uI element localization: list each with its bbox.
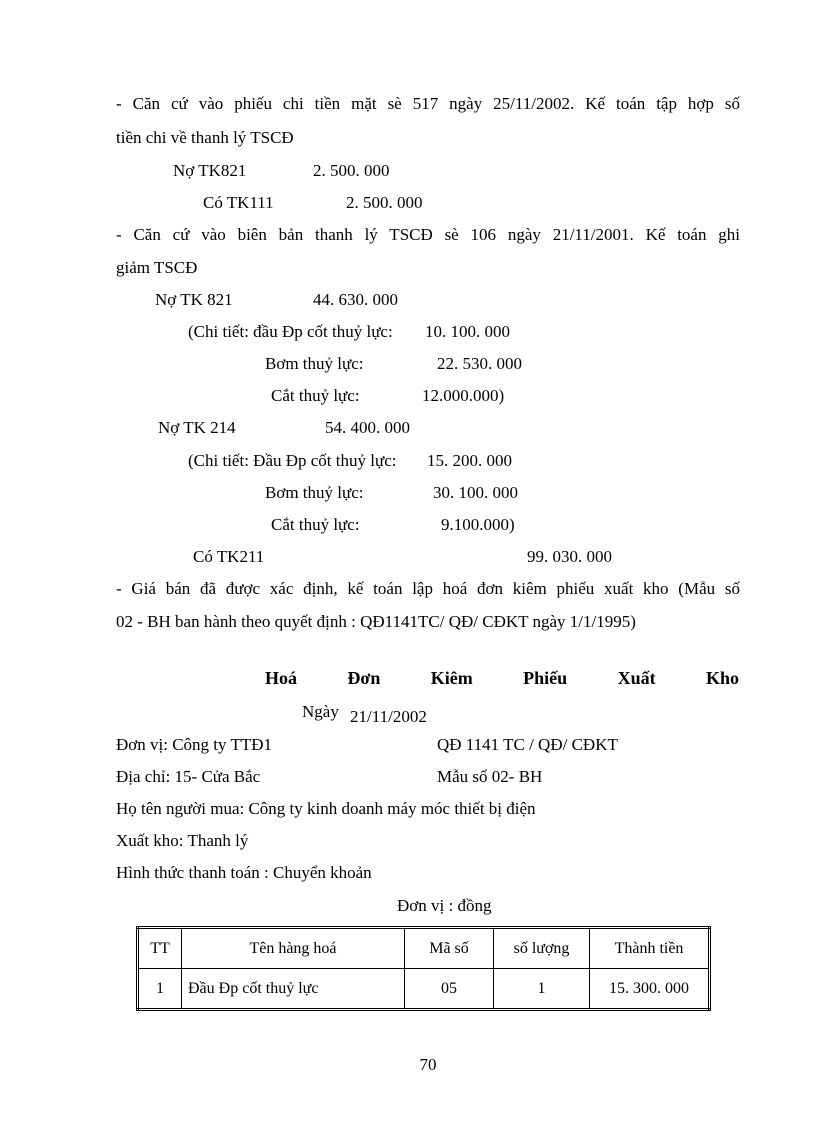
entry1-credit-account: Có TK111: [203, 193, 274, 212]
entry2-debit1-detail-label: Bơm thuỷ lực:: [265, 354, 364, 373]
table-row: [138, 969, 710, 1010]
invoice-currency-unit: Đơn vị : đồng: [397, 896, 492, 915]
page-number: 70: [419, 1055, 437, 1074]
table-cell-tt: 1: [138, 969, 182, 1010]
entry2-debit1-detail-amount: 10. 100. 000: [425, 322, 510, 341]
entry1-debit-account: Nợ TK821: [173, 161, 247, 180]
invoice-title-word: Kiêm: [430, 668, 473, 688]
entry2-debit2-detail-label: Cắt thuỷ lực:: [271, 515, 360, 534]
entry1-credit-amount: 2. 500. 000: [346, 193, 423, 212]
entry2-debit2-detail-amount: 15. 200. 000: [427, 451, 512, 470]
entry2-debit2-detail-amount: 9.100.000): [441, 515, 515, 534]
table-cell-item-name: Đầu Đp cốt thuỷ lực: [182, 969, 405, 1010]
table-header-amount: Thành tiền: [590, 928, 710, 969]
invoice-unit: Đơn vị: Công ty TTĐ1: [116, 735, 273, 754]
invoice-title-word: Kho: [705, 668, 739, 688]
invoice-title-word: Phiếu: [523, 668, 568, 688]
table-cell-amount: 15. 300. 000: [590, 969, 710, 1010]
invoice-decision: QĐ 1141 TC / QĐ/ CĐKT: [437, 735, 618, 754]
entry2-credit-account: Có TK211: [193, 547, 265, 566]
invoice-title-word: Đơn: [347, 668, 381, 688]
paragraph-1-line-1: - Căn cứ vào phiếu chi tiền mặt sè 517 ngày 25/11/2002. Kế toán tập hợp số: [116, 94, 740, 113]
invoice-table: [136, 926, 711, 1011]
invoice-address: Địa chỉ: 15- Cửa Bắc: [116, 767, 261, 786]
table-header-tt: TT: [138, 928, 182, 969]
paragraph-2-line-2: giảm TSCĐ: [116, 258, 198, 277]
entry2-debit1-detail-amount: 22. 530. 000: [437, 354, 522, 373]
paragraph-2-line-1: - Căn cứ vào biên bản thanh lý TSCĐ sè 106 ngày 21/11/2001. Kế toán ghi: [116, 225, 740, 244]
entry2-debit1-detail-label: Cắt thuỷ lực:: [271, 386, 360, 405]
entry2-debit1-account: Nợ TK 821: [155, 290, 233, 309]
invoice-title: [265, 668, 739, 689]
invoice-title-word: Xuất: [617, 668, 656, 688]
entry2-debit2-account: Nợ TK 214: [158, 418, 236, 437]
invoice-title-word: Hoá: [265, 668, 298, 688]
table-header-item-name: Tên hàng hoá: [182, 928, 405, 969]
invoice-buyer: Họ tên người mua: Công ty kinh doanh máy móc thiết bị điện: [116, 799, 536, 818]
table-header-row: [138, 928, 710, 969]
invoice-payment: Hình thức thanh toán : Chuyển khoản: [116, 863, 372, 882]
table-cell-code: 05: [405, 969, 494, 1010]
invoice-date-value: 21/11/2002: [350, 707, 427, 726]
invoice-date-label: Ngày: [302, 702, 339, 721]
table-cell-quantity: 1: [494, 969, 590, 1010]
entry2-debit2-amount: 54. 400. 000: [325, 418, 410, 437]
paragraph-3-line-2: 02 - BH ban hành theo quyết định : QĐ1141TC/ QĐ/ CĐKT ngày 1/1/1995): [116, 612, 636, 631]
invoice-warehouse: Xuất kho: Thanh lý: [116, 831, 249, 850]
entry2-debit2-detail-label: Bơm thuỷ lực:: [265, 483, 364, 502]
entry2-debit1-amount: 44. 630. 000: [313, 290, 398, 309]
invoice-form-number: Mẫu số 02- BH: [437, 767, 543, 786]
entry2-debit2-detail-label: (Chi tiết: Đầu Đp cốt thuỷ lực:: [188, 451, 397, 470]
entry1-debit-amount: 2. 500. 000: [313, 161, 390, 180]
entry2-debit1-detail-amount: 12.000.000): [422, 386, 505, 405]
paragraph-1-line-2: tiền chi về thanh lý TSCĐ: [116, 128, 294, 147]
entry2-debit1-detail-label: (Chi tiết: đầu Đp cốt thuỷ lực:: [188, 322, 393, 341]
table-header-quantity: số lượng: [494, 928, 590, 969]
entry2-debit2-detail-amount: 30. 100. 000: [433, 483, 518, 502]
table-header-code: Mã số: [405, 928, 494, 969]
paragraph-3-line-1: - Giá bán đã được xác định, kế toán lập hoá đơn kiêm phiếu xuất kho (Mẫu số: [116, 579, 740, 598]
entry2-credit-amount: 99. 030. 000: [527, 547, 612, 566]
